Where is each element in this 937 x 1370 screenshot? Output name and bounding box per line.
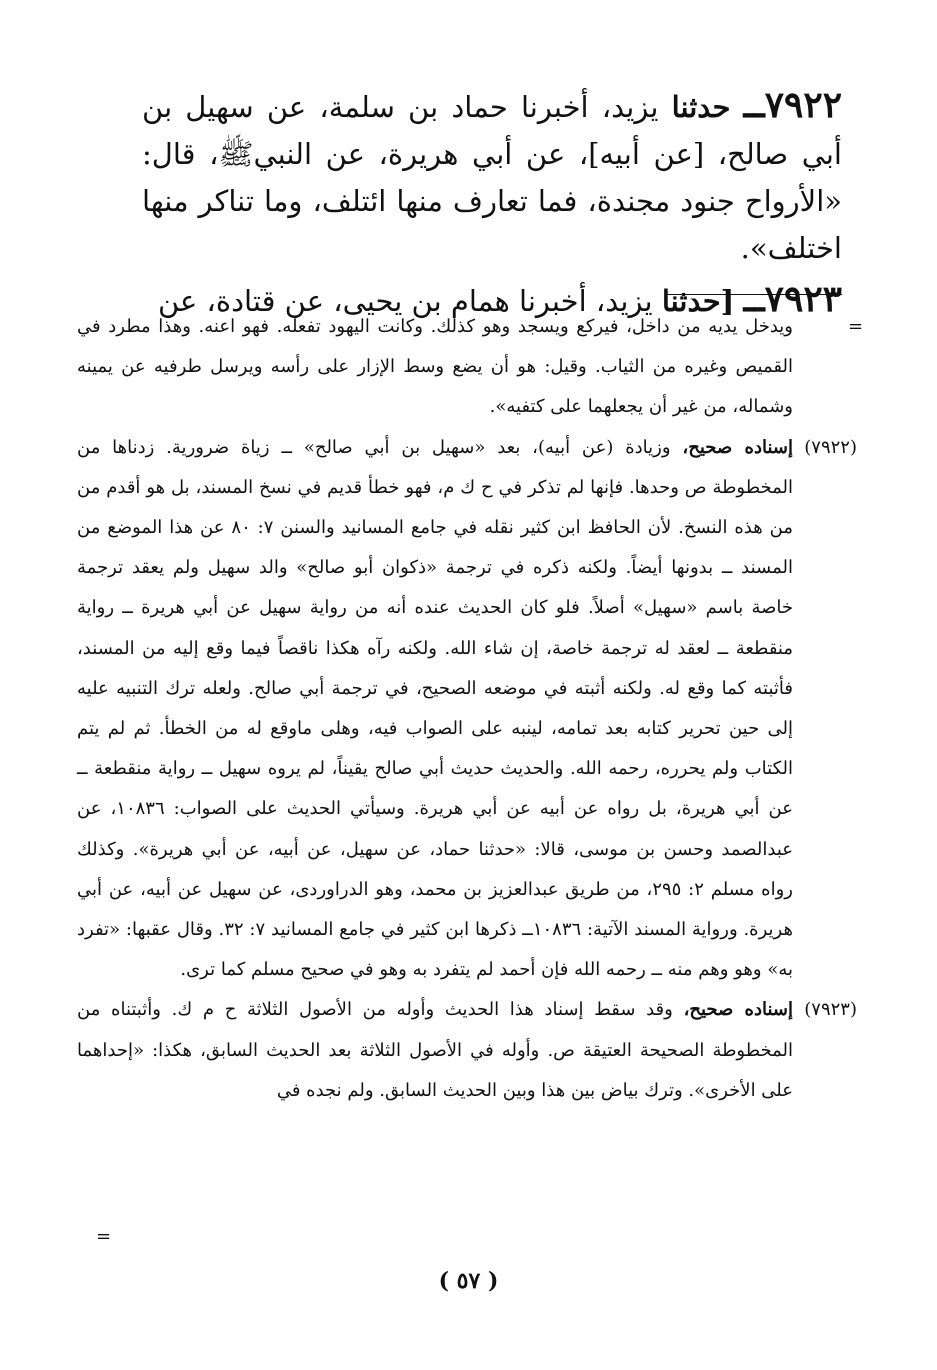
- hadith-text: يزيد، أخبرنا همام بن يحيى، عن قتادة، عن: [157, 284, 653, 318]
- hadith-lead: حدثنا: [671, 90, 731, 124]
- footnote-7922: [77, 428, 857, 991]
- footnotes: [77, 307, 857, 1111]
- page-number: ( ٥٧ ): [438, 1268, 499, 1294]
- hadith-7922: [142, 82, 842, 272]
- footnote-lead: إسناده صحيح،: [682, 436, 793, 458]
- continuation-mark: =: [848, 316, 864, 337]
- footnote-carryover: ويدخل يديه من داخل، فيركع ويسجد وهو كذلك. وكانت اليهود تفعله. فهو اعنه. وهذا مطرد في القميص وغيره من الثياب. وقيل: هو أن يضع وسط الإزار على رأسه ويرسل طرفيه عن يمينه وشماله، من غير أن يجعلهما على كتفيه».: [77, 316, 793, 418]
- footnote-text: وزيادة (عن أبيه)، بعد «سهيل بن أبي صالح» ــ زياة ضرورية. زدناها من المخطوطة ص وحدها. فإنها لم تذكر في ح ك م، فهو خطأ قديم في نسخ المسند، بل هو أقدم من من هذه النسخ. لأن الحافظ ابن كثير نقله في جامع المسانيد والسنن ٧: ٨٠ عن هذا الموضع من المسند ــ بدونها أيضاً. ولكنه ذكره في ترجمة «ذكوان أبو صالح» والد سهيل ولم يعقد ترجمة خاصة باسم «سهيل» أصلاً. فلو كان الحديث عنده أنه من رواية سهيل عن أبي هريرة ــ رواية منقطعة ــ لعقد له ترجمة خاصة، إن شاء الله. ولكنه رآه هكذا ناقصاً فيما وقع إليه من المسند، فأثبته كما وقع له. ولكنه أثبته في موضعه الصحيح، في ترجمة أبي صالح. ولعله ترك التنبيه عليه إلى حين تحرير كتابه بعد تمامه، لينبه على الصواب فيه، وهلى ماوقع له من الخطأ. ثم لم يتم الكتاب ولم يحرره، رحمه الله. والحديث حديث أبي صالح يقيناً، لم يروه سهيل ــ رواية منقطعة ــ عن أبي هريرة، بل رواه عن أبيه عن أبي هريرة. وسيأتي الحديث على الصواب: ١٠٨٣٦، عن عبدالصمد وحسن بن موسى، قالا: «حدثنا حماد، عن سهيل، عن أبيه، عن أبي هريرة». وكذلك رواه مسلم ٢: ٢٩٥، من طريق عبدالعزيز بن محمد، وهو الدراوردى، عن سهيل عن أبيه، عن أبي هريرة. ورواية المسند الآتية: ١٠٨٣٦ــ ذكرها ابن كثير في جامع المسانيد ٧: ٣٢. وقال عقبها: «تفرد به» وهو وهم منه ــ رحمه الله فإن أحمد لم يتفرد به وهو في صحيح مسلم كما ترى.: [77, 436, 794, 981]
- footnote-text: وقد سقط إسناد هذا الحديث وأوله من الأصول الثلاثة ح م ك. وأثبتناه من المخطوطة الصحيحة العتيقة ص. وأوله في الأصول الثلاثة بعد الحديث السابق، هكذا: «إحداهما على الأخرى». وترك بياض بين هذا وبين الحديث السابق. ولم نجده في: [77, 999, 793, 1101]
- footnote-body: [77, 428, 793, 991]
- footnote-body: [77, 990, 793, 1111]
- trailing-continuation-mark: =: [96, 1226, 112, 1247]
- hadith-lead: [حدثنا: [661, 284, 735, 318]
- hadith-text: يزيد، أخبرنا حماد بن سلمة، عن سهيل بن أبي صالح، [عن أبيه]، عن أبي هريرة، عن النبيﷺ، قال: «الأرواح جنود مجندة، فما تعارف منها ائتلف، وما تناكر منها اختلف».: [142, 90, 842, 265]
- main-text: [142, 82, 842, 325]
- hadith-number: ٧٩٢٢ــ: [743, 84, 843, 126]
- footnote-number: (٧٩٢٢): [804, 436, 857, 458]
- footnote-7923: [77, 990, 857, 1111]
- hadith-number: ٧٩٢٣ــ: [743, 278, 842, 320]
- footnote-lead: إسناده صحيح،: [683, 999, 794, 1021]
- footnote-number: (٧٩٢٣): [804, 999, 857, 1021]
- footnote-separator: [667, 294, 842, 295]
